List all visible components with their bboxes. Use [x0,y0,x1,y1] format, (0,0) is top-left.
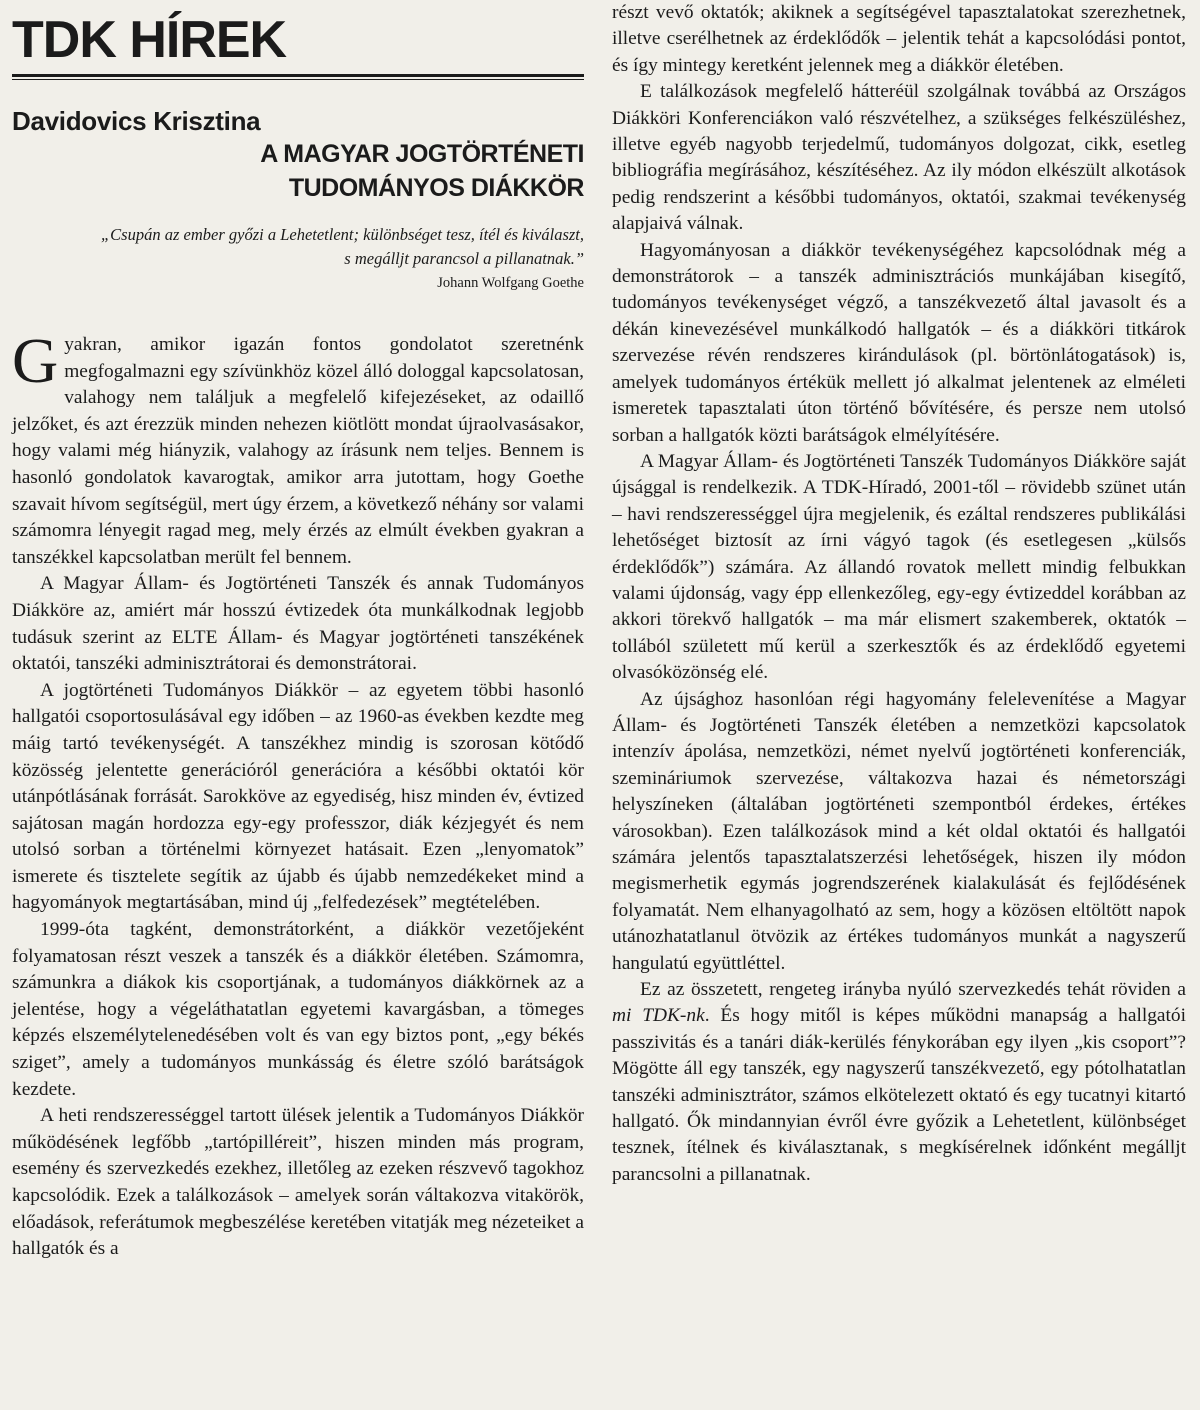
left-body [12,325,584,1263]
motto-source: Johann Wolfgang Goethe [437,275,584,291]
motto-line: „Csupán az ember győzi a Lehetetlent; különbséget tesz, ítél és kiválaszt, [100,225,584,244]
paragraph-text: yakran, amikor igazán fontos gondolatot szeretnénk megfogalmazni egy szívünkhöz közel álló dologgal kapcsolatosan, valahogy nem találjuk a megfelelő kifejezéseket, az odaillő jelzőket, és azt érezzük minden nehezen kiötlött mondat újraolvasásakor, hogy valami még hiányzik, valahogy az írásunk nem teljes. Bennem is hasonló gondolatok kavarogtak, amikor arra jutottam, hogy Goethe szavait hívom segítségül, mert úgy érzem, a következő néhány sor valami számomra lényegit ragad meg, mely érzés az elmúlt években gyakran a tanszékkel kapcsolatban merült fel bennem. [12,334,584,568]
paragraph [12,325,584,571]
motto-quote [12,223,584,271]
paragraph: A heti rendszerességgel tartott ülések jelentik a Tudományos Diákkör működésének legfőbb „tartópilléreit”, hiszen minden más program, esemény és szervezkedés ezekhez, illetőleg az ezeken részvevő tagokhoz kapcsolódik. Ezek a találkozások – amelyek során váltakozva vitakörök, előadások, referátumok megbeszélése keretében vitatják meg nézeteiket a hallgatók és a [12,1105,584,1260]
article-title [12,137,584,205]
motto-line: s megálljt parancsol a pillanatnak.” [344,249,584,268]
title-rule [12,74,584,77]
right-column [612,0,1186,1188]
paragraph: Hagyományosan a diákkör tevékenységéhez kapcsolódnak még a demonstrátorok – a tanszék adminisztrációs munkájában kisegítő, tudományos tevékenységet végző, a tanszékvezető által javasolt és a dékán kinevezésével munkálkodó hallgatók – és a diákköri titkárok szervezése révén rendszeres kirándulások (pl. börtönlátogatások) is, amelyek tudományos értékük mellett jó alkalmat jelentenek az elméleti ismeretek tapasztalati úton történő bővítésére, és persze nem utolsó sorban a hallgatók közti barátságok elmélyítésére. [612,239,1186,446]
section-title: TDK HÍREK [12,11,287,69]
article-title-line: A MAGYAR JOGTÖRTÉNETI [260,140,584,168]
dropcap: G [12,325,59,396]
article-title-line: TUDOMÁNYOS DIÁKKÖR [288,174,584,202]
paragraph: A Magyar Állam- és Jogtörténeti Tanszék Tudományos Diákköre saját újsággal is rendelkezik. A TDK-Híradó, 2001-től – rövidebb szünet után – havi rendszerességgel újra megjelenik, és ezáltal rendszeres publikálási lehetőséget biztosít az írni vágyó tagok (és esetlegesen „külsős érdeklődők”) számára. Az állandó rovatok mellett mindig felbukkan valami újdonság, vagy épp ellenkezőleg, egy-egy évtizeddel korábban az akkori törekvő hallgatók – ma már elismert szakemberek, oktatók – tollából született mű kerül a szerkesztők és az érdeklődő egyetemi olvasóközönség elé. [612,450,1186,684]
left-column [12,0,584,1263]
title-rule-thin [12,79,584,80]
emphasis: mi TDK-nk [612,1005,705,1027]
paragraph: részt vevő oktatók; akiknek a segítségével tapasztalatokat szerezhetnek, illetve cserélhetnek az érdeklődők – jelentik tehát a kapcsolódási pontot, és így mintegy keretként jelennek meg a diákkör életében. [612,2,1186,76]
paragraph: E találkozások megfelelő hátteréül szolgálnak továbbá az Országos Diákköri Konferenciákon való részvételhez, a szükséges felkészüléshez, illetve egyéb nagyobb terjedelmű, tudományos dolgozat, cikk, esetleg bibliográfia megírásához, készítéséhez. Az ily módon elkészült alkotások pedig rendszerint a későbbi tudományos, oktatói, szakmai tevékenység alapjaivá válnak. [612,81,1186,235]
paragraph: 1999-óta tagként, demonstrátorként, a diákkör vezetőjeként folyamatosan részt veszek a tanszék és a diákkör életében. Számomra, számunkra a diákok kis csoportjának, a tudományos diákkörnek az a jelentése, hogy a végeláthatatlan egyetemi kavargásban, a tömeges képzés elszemélytelenedésében volt és van egy biztos pont, „egy békés sziget”, amely a tudományos munkásság és életre szóló barátságok kezdete. [12,919,584,1100]
paragraph: A jogtörténeti Tudományos Diákkör – az egyetem többi hasonló hallgatói csoportosulásával egy időben – az 1960-as években kezdte meg máig tartó tevékenységét. A tanszékhez mindig is szorosan kötődő közösség jelentette generációról generációra a későbbi oktatói kör utánpótlásának forrását. Sarokköve az egyediség, hisz minden év, évtized sajátosan magán hordozza egy-egy professzor, diák kézjegyét és nem utolsó sorban a történelmi környezet hatásait. Ezen „lenyomatok” ismerete és tisztelete segítik az újabb és újabb nemzedékeket mind a hagyományok megtartásában, mind új „felfedezések” megtételében. [12,679,584,914]
paragraph: A Magyar Állam- és Jogtörténeti Tanszék és annak Tudományos Diákköre az, amiért már hosszú évtizedek óta munkálkodnak legjobb tudásuk szerint az ELTE Állam- és Magyar jogtörténeti tanszékének oktatói, tanszéki adminisztrátorai és demonstrátorai. [12,573,584,675]
paragraph: Az újsághoz hasonlóan régi hagyomány felelevenítése a Magyar Állam- és Jogtörténeti Tanszék életében a nemzetközi kapcsolatok intenzív ápolása, nemzetközi, német nyelvű jogtörténeti konferenciák, szemináriumok szervezése, váltakozva hazai és németországi helyszíneken (általában jogtörténeti szempontból érdekes, értékes városokban). Ezen találkozások mind a két oldal oktatói és hallgatói számára jelentős tapasztalatszerzési lehetőségek, hiszen ily módon megismerhetik egymás jogrendszerének kialakulását és fejlődésének folyamatát. Nem elhanyagolható az sem, hogy a közösen eltöltött napok utánozhatatlanul ötvözik az értékes tudományos munkát a nagyszerű hangulatú együttléttel. [612,688,1186,974]
paragraph: Ez az összetett, rengeteg irányba nyúló szervezkedés tehát röviden a mi TDK-nk. És hogy mitől is képes működni manapság a hallgatói passzivitás és a tanári diák-kerülés fénykorában egy ilyen „kis csoport”? Mögötte áll egy tanszék, egy nagyszerű tanszékvezető, egy pótolhatatlan tanszéki adminisztrátor, számos elkötelezett oktató és egy tucatnyi kitartó hallgató. Ők mindannyian évről évre győzik a Lehetetlent, különbséget tesznek, ítélnek és kiválasztanak, s megkísérelnek időnként megálljt parancsolni a pillanatnak. [612,979,1186,1185]
author-name: Davidovics Krisztina [12,106,261,136]
